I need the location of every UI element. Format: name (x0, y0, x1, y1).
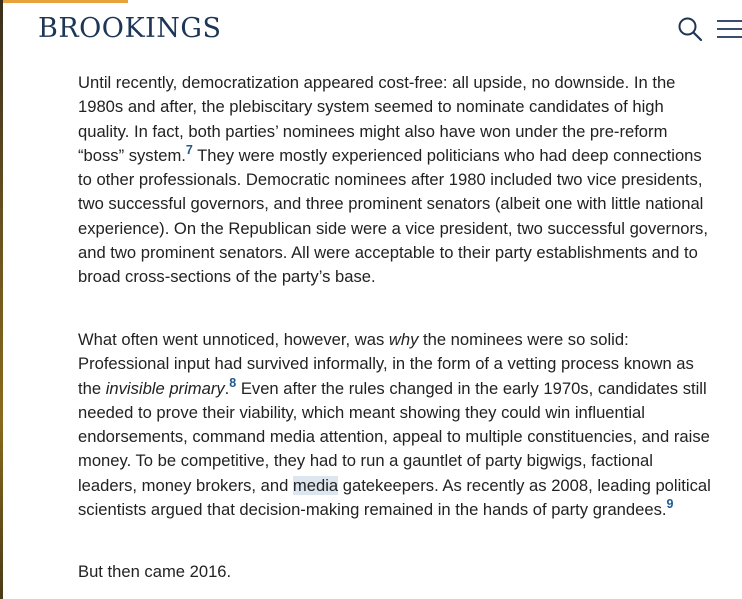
emphasis-why: why (388, 330, 419, 349)
highlighted-word-media[interactable]: media (292, 475, 339, 495)
brookings-logo[interactable]: BROOKINGS (38, 13, 222, 44)
text-segment: What often went unnoticed, however, was (78, 330, 389, 349)
text-segment: Even after the rules changed in the early 1970s, candidates still (236, 378, 707, 398)
search-icon (677, 16, 703, 42)
text-segment: the nominees were so solid: (418, 330, 629, 349)
paragraph-1 (78, 71, 708, 290)
footnote-link-9[interactable]: 9 (666, 497, 674, 512)
text-line: and two prominent senators. All were acceptable to their party establishments and to (78, 243, 698, 263)
text-line: Professional input had survived informally, in the form of a vetting process known as (78, 354, 694, 374)
emphasis-invisible-primary: invisible primary (105, 378, 225, 398)
site-header (0, 0, 742, 60)
text-line: experience). On the Republican side were a vice president, two successful governors, (78, 218, 708, 238)
text-line: to other professionals. Democratic nominees after 1980 included two vice presidents, (78, 170, 703, 190)
left-edge-strip (0, 0, 3, 599)
text-line: 1980s and after, the plebiscitary system seemed to nominate candidates of high (78, 97, 664, 117)
text-line: broad cross-sections of the party’s base. (78, 267, 376, 287)
text-line (78, 474, 711, 498)
text-segment: the (78, 378, 106, 398)
text-line: two successful governors, and three prominent senators (albeit one with little national (78, 194, 704, 214)
text-line (78, 328, 711, 352)
text-line (78, 144, 708, 168)
footnote-link-8[interactable]: 8 (229, 375, 237, 390)
text-segment: . (224, 378, 230, 398)
text-line: needed to prove their viability, which meant showing they could win influential (78, 402, 645, 422)
search-button[interactable] (677, 16, 703, 42)
text-line (78, 498, 711, 522)
menu-button[interactable] (716, 18, 742, 40)
text-line: money. To be competitive, they had to run a gauntlet of party bigwigs, factional (78, 451, 653, 471)
text-segment: leaders, money brokers, and (78, 475, 293, 495)
text-line (78, 377, 711, 401)
text-line: Until recently, democratization appeared cost-free: all upside, no downside. In the (78, 73, 676, 92)
hamburger-menu-icon (716, 18, 742, 40)
text-line: endorsements, command media attention, appeal to multiple constituencies, and raise (78, 427, 710, 447)
text-segment: “boss” system. (78, 145, 186, 165)
text-segment: gatekeepers. As recently as 2008, leading political (338, 475, 711, 495)
text-segment: scientists argued that decision-making remained in the hands of party grandees. (78, 500, 667, 520)
paragraph-2 (78, 328, 711, 522)
paragraph-3 (78, 560, 231, 584)
text-segment: They were mostly experienced politicians who had deep connections (192, 145, 702, 165)
text-line: But then came 2016. (78, 562, 232, 581)
footnote-link-7[interactable]: 7 (185, 142, 193, 157)
text-line: quality. In fact, both parties’ nominees might also have won under the pre-reform (78, 121, 668, 141)
